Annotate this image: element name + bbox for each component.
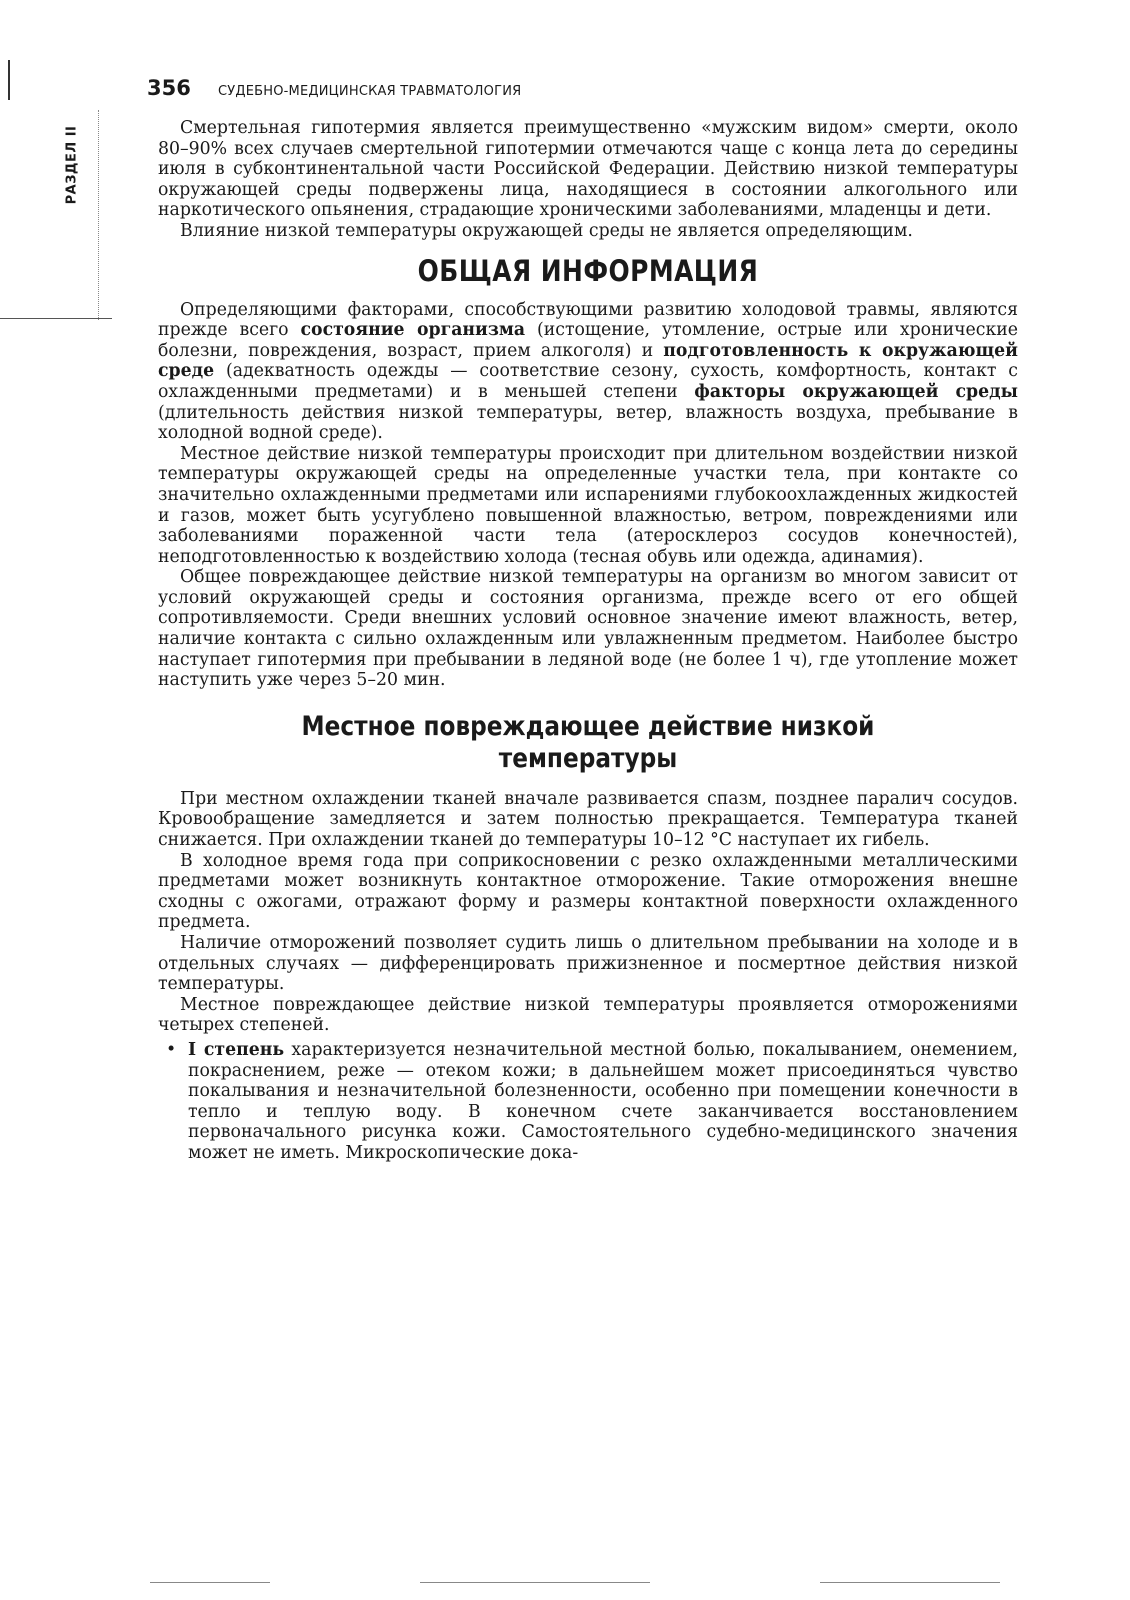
scan-bottom-mark xyxy=(820,1582,1000,1583)
scan-bottom-mark xyxy=(150,1582,270,1583)
bold-term-environment-factors: факторы окружающей среды xyxy=(694,381,1018,402)
list-item-degree-1 xyxy=(188,1040,1018,1164)
intro-paragraph-1: Смертельная гипотермия является преимущественно «мужским видом» смерти, около 80–90% всех случаев смертельной гипотермии отмечаются чаще с конца лета до середины июля в субконтинентальной части Российской Федерации. Действию низкой температуры окружающей среды подвержены лица, находящиеся в состоянии алкогольного или наркотического опьянения, страдающие хроническими заболеваниями, младенцы и дети. xyxy=(158,118,1018,221)
page-body xyxy=(158,118,1018,1164)
section1-paragraph-1 xyxy=(158,300,1018,444)
running-title: СУДЕБНО-МЕДИЦИНСКАЯ ТРАВМАТОЛОГИЯ xyxy=(217,84,522,99)
section-tab-rule xyxy=(0,318,112,319)
section2-paragraph-2: В холодное время года при соприкосновении с резко охлажденными металлическими предметами может возникнуть контактное отморожение. Такие отморожения внешне сходны с ожогами, отражают форму и размеры контактной поверхности охлажденного предмета. xyxy=(158,850,1018,933)
scan-bottom-mark xyxy=(420,1582,650,1583)
section-side-tab xyxy=(52,120,92,210)
side-tab-label: РАЗДЕЛ II xyxy=(64,125,80,205)
scan-edge-mark xyxy=(8,60,10,100)
bold-term-degree-1: I степень xyxy=(188,1039,285,1060)
running-header xyxy=(147,76,1030,102)
bold-term-organism-state: состояние организма xyxy=(300,320,526,341)
section-tab-guide xyxy=(98,110,99,320)
section-heading-general-info: ОБЩАЯ ИНФОРМАЦИЯ xyxy=(417,253,759,288)
page-number: 356 xyxy=(147,76,191,100)
text-run: (длительность действия низкой температуры, ветер, влажность воздуха, пребывание в холодной водной среде). xyxy=(158,402,1018,444)
section1-paragraph-2: Местное действие низкой температуры происходит при длительном воздействии низкой температуры окружающей среды на определенные участки тела, при контакте со значительно охлажденными предметами или испарениями глубокоохлажденных жидкостей и газов, может быть усугублено повышенной влажностью, ветром, повреждениями или заболеваниями пораженной части тела (атеросклероз сосудов конечностей), неподготовленностью к воздействию холода (тесная обувь или одежда, адинамия). xyxy=(158,443,1018,567)
text-run: характеризуется незначительной местной болью, покалыванием, онемением, покраснением, реже — отеком кожи; в дальнейшем может присоединяться чувство покалывания и незначительной болезненности, особенно при помещении конечности в тепло и теплую воду. В конечном счете заканчивается восстановлением первоначального рисунка кожи. Самостоятельного судебно-медицинского значения может не иметь. Микроскопические дока- xyxy=(188,1039,1018,1163)
section2-paragraph-1: При местном охлаждении тканей вначале развивается спазм, позднее паралич сосудов. Кровообращение замедляется и затем полностью прекращается. Температура тканей снижается. При охлаждении тканей до температуры 10–12 °С наступает их гибель. xyxy=(158,788,1018,851)
text-run: Определяющими факторами, способствующими развитию холодовой травмы, являются прежде всего xyxy=(158,299,1018,341)
section2-paragraph-4: Местное повреждающее действие низкой температуры проявляется отморожениями четырех степеней. xyxy=(158,994,1018,1036)
text-run: (истощение, утомление, острые или хронические болезни, повреждения, возраст, прием алкоголя) и xyxy=(158,320,1019,361)
section-heading-local-damage: Местное повреждающее действие низкой температуры xyxy=(301,710,875,774)
section2-paragraph-3: Наличие отморожений позволяет судить лишь о длительном пребывании на холоде и в отдельных случаях — дифференцировать прижизненное и посмертное действия низкой температуры. xyxy=(158,933,1018,995)
bold-term-preparedness: подготовленность к окружающей среде xyxy=(158,340,1018,382)
section1-paragraph-3: Общее повреждающее действие низкой температуры на организм во многом зависит от условий окружающей среды и состояния организма, прежде всего от его общей сопротивляемости. Среди внешних условий основное значение имеют влажность, ветер, наличие контакта с сильно охлажденным или увлажненным предметом. Наиболее быстро наступает гипотермия при пребывании в ледяной воде (не более 1 ч), где утопление может наступить уже через 5–20 мин. xyxy=(158,567,1018,691)
text-run: (адекватность одежды — соответствие сезону, сухость, комфортность, контакт с охлажденными предметами) и в меньшей степени xyxy=(158,361,1018,402)
frostbite-degree-list xyxy=(158,1040,1018,1164)
intro-paragraph-2: Влияние низкой температуры окружающей среды не является определяющим. xyxy=(180,220,913,241)
